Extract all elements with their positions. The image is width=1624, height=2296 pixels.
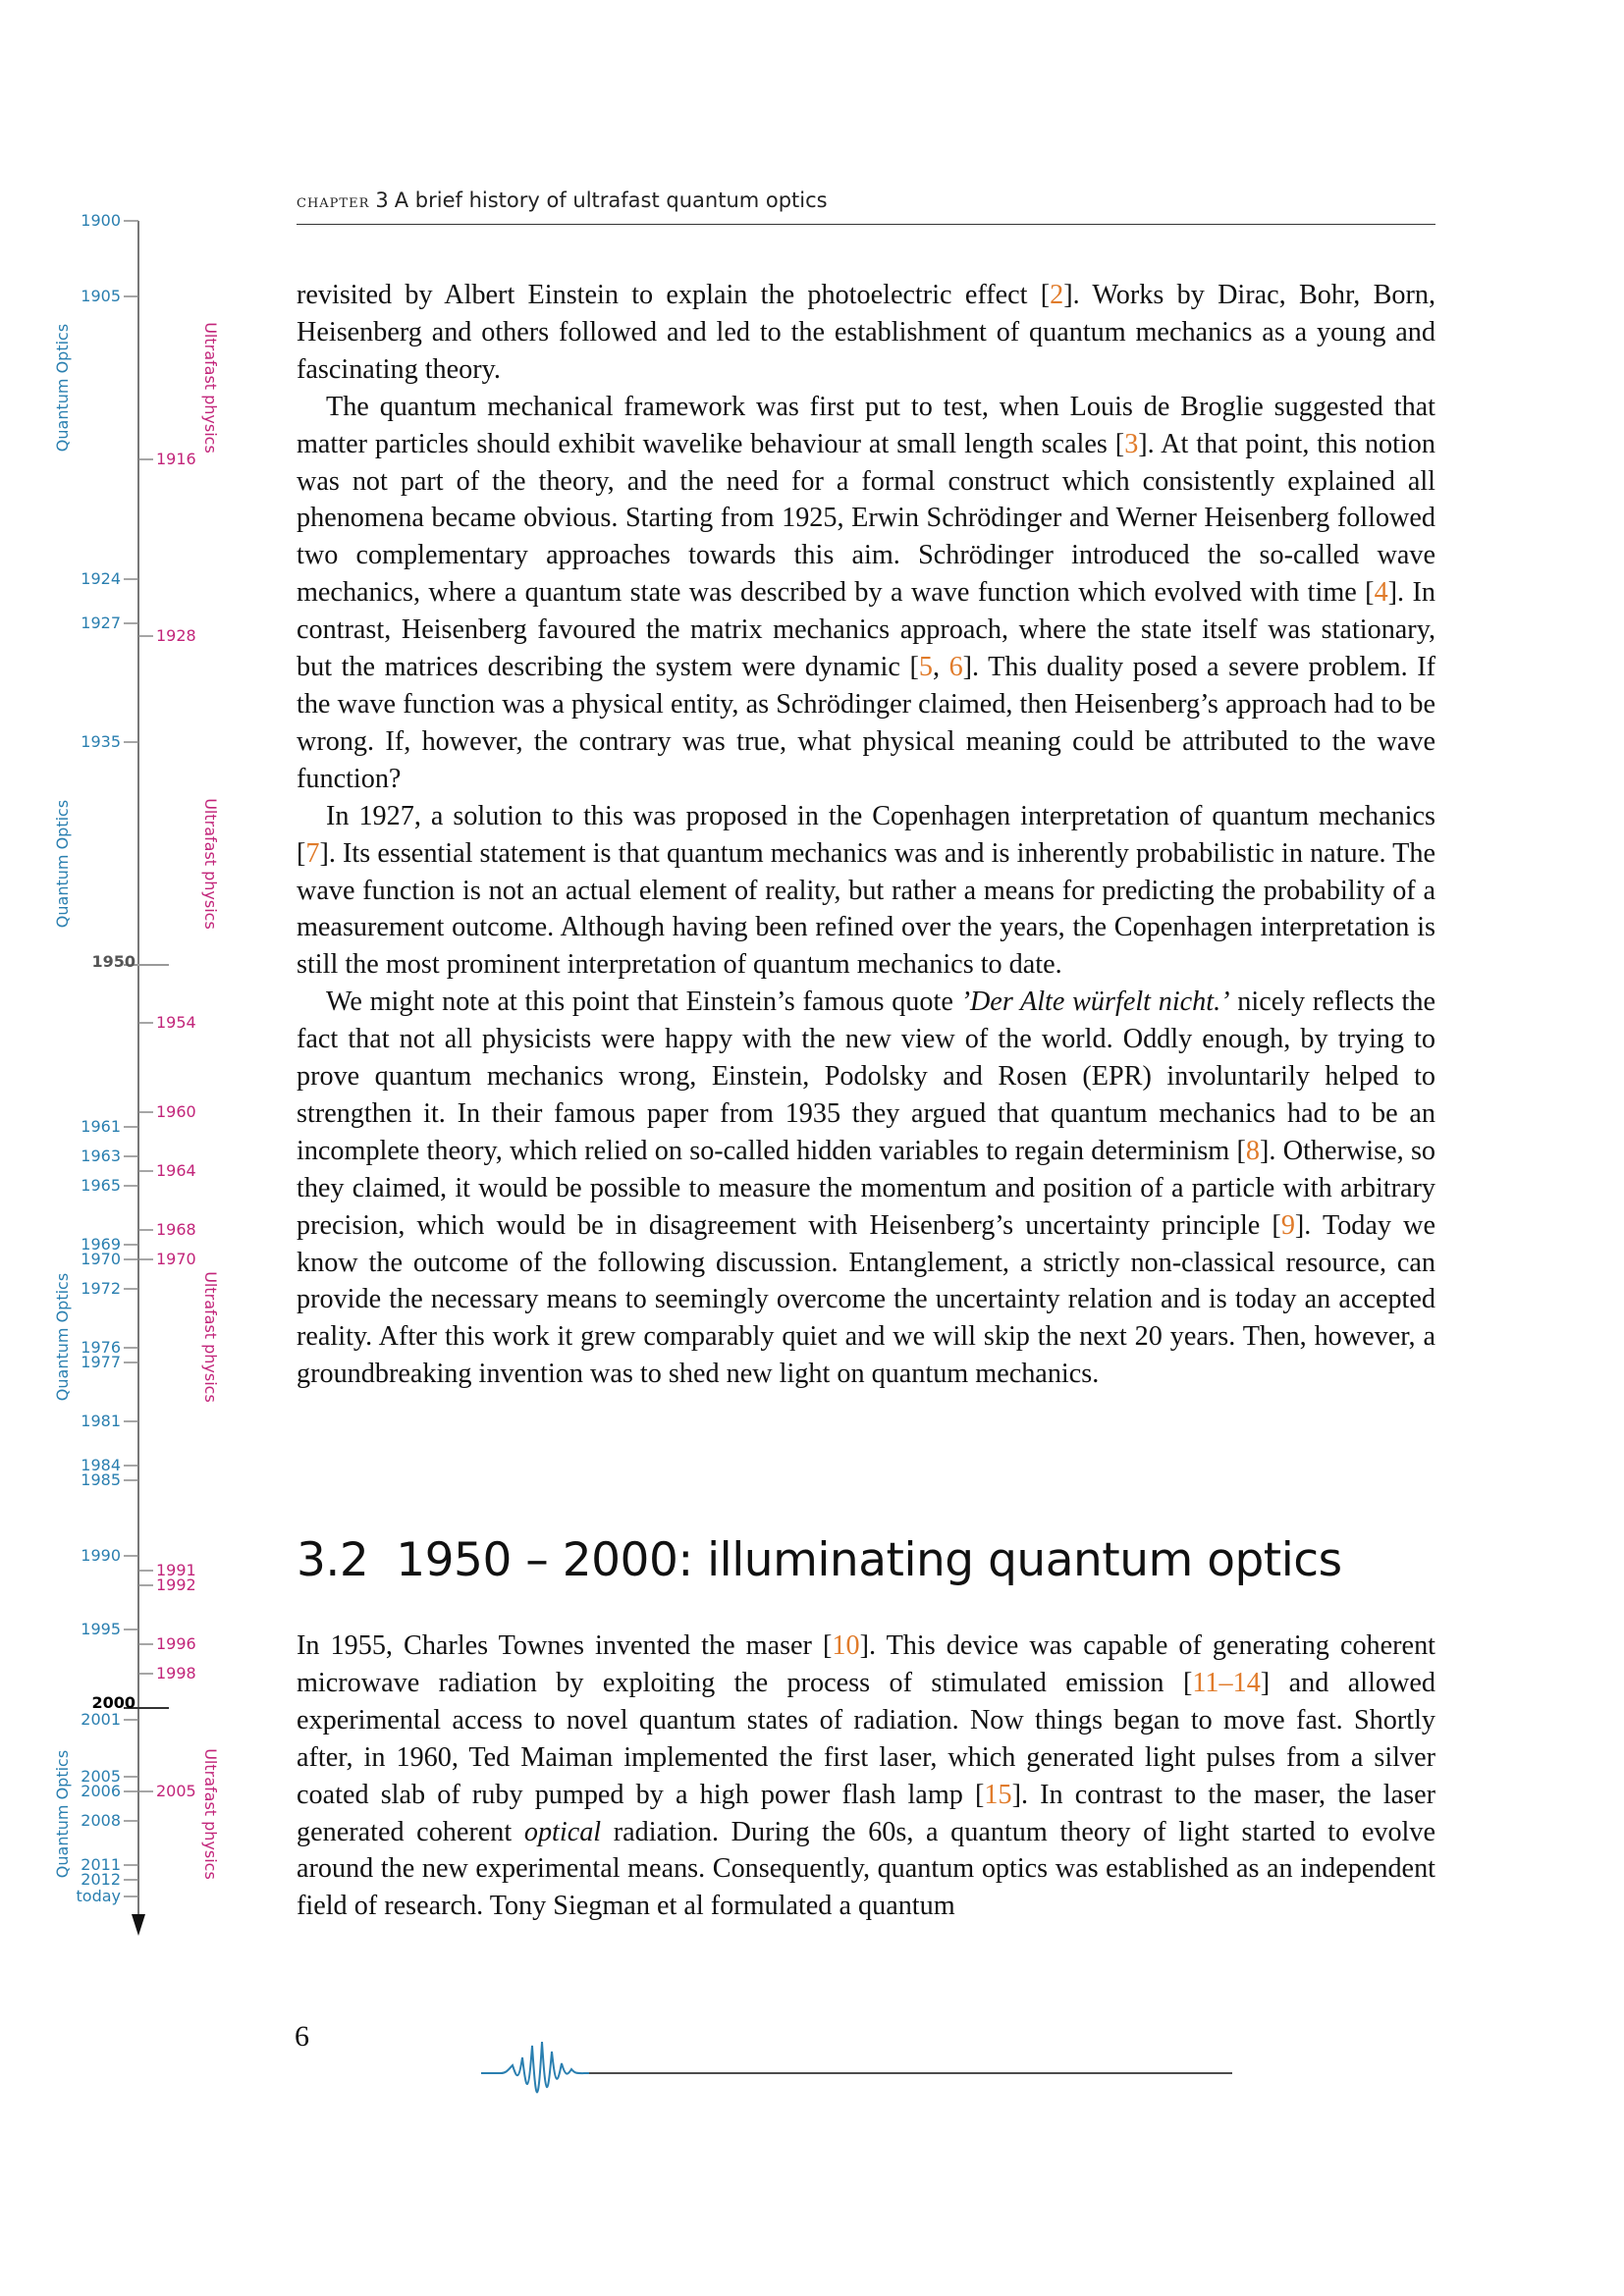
citation-link[interactable]: 3 <box>1124 428 1139 459</box>
section-number: 3.2 <box>297 1533 369 1587</box>
header-chapter-number: 3 <box>375 188 389 212</box>
body-text-top <box>297 277 1435 1393</box>
citation-link[interactable]: 5 <box>918 652 933 683</box>
citation-link[interactable]: 10 <box>832 1630 860 1661</box>
tl-year-1963: 1963 <box>81 1147 121 1165</box>
right-ticks <box>138 459 153 1791</box>
tl-year-2012: 2012 <box>81 1870 121 1889</box>
tl-year-1935: 1935 <box>81 732 121 751</box>
citation-link[interactable]: 14 <box>1232 1667 1261 1698</box>
era-label-quantum-3: Quantum Optics <box>53 1272 72 1402</box>
tl-year-today: today <box>76 1887 121 1905</box>
timeline-sidebar <box>0 0 236 1963</box>
citation-link[interactable]: 7 <box>305 837 320 869</box>
tl-uf-year-1998: 1998 <box>156 1664 196 1682</box>
running-header <box>297 188 1435 225</box>
tl-year-1970: 1970 <box>81 1250 121 1268</box>
era-label-quantum-1: Quantum Optics <box>53 323 72 453</box>
header-chapter-word: chapter <box>297 190 370 212</box>
tl-year-1900: 1900 <box>81 211 121 230</box>
citation-link[interactable]: 11 <box>1192 1667 1219 1698</box>
citation-link[interactable]: 15 <box>984 1779 1012 1810</box>
tl-year-2005: 2005 <box>81 1767 121 1786</box>
tl-uf-year-1991: 1991 <box>156 1561 196 1579</box>
timeline-arrow-icon <box>132 1914 145 1936</box>
paragraph-3: In 1927, a solution to this was proposed in the Copenhagen interpretation of quantum mechanics [7]. Its essential statement is that quantum mechanics was and is inherently probabilistic in nature. The wave function is not an actual element of reality, but rather a means for predicting the probability of a measurement outcome. Although having been refined over the years, the Copenhagen interpretation is still the most prominent interpretation of quantum mechanics to date. <box>297 800 1435 981</box>
tl-uf-year-1928: 1928 <box>156 626 196 645</box>
tl-year-2000: 2000 <box>91 1693 135 1712</box>
paragraph-2: The quantum mechanical framework was first put to test, when Louis de Broglie suggested that matter particles should exhibit wavelike behaviour at small length scales [3]. At that point, this notion was not part of the theory, and the need for a formal construct which consistently explained all phenomena became obvious. Starting from 1925, Erwin Schrödinger and Werner Heisenberg followed two complementary approaches towards this aim. Schrödinger introduced the so-called wave mechanics, where a quantum state was described by a wave function which evolved with time [4]. In contrast, Heisenberg favoured the matrix mechanics approach, where the state itself was stationary, but the matrices describing the system were dynamic [5, 6]. This duality posed a severe problem. If the wave function was a physical entity, as Schrödinger claimed, then Heisenberg’s approach had to be wrong. If, however, the contrary was true, what physical meaning could be attributed to the wave function? <box>297 391 1436 794</box>
tl-year-1927: 1927 <box>81 614 121 632</box>
citation-link[interactable]: 2 <box>1050 280 1064 310</box>
tl-year-2011: 2011 <box>81 1855 121 1874</box>
tl-year-2008: 2008 <box>81 1811 121 1830</box>
paragraph-5: In 1955, Charles Townes invented the maser [10]. This device was capable of generating coherent microwave radiation by exploiting the process of stimulated emission [11–14] and allowed experimental access to novel quantum states of radiation. Now things began to move fast. Shortly after, in 1960, Ted Maiman implemented the first laser, which generated light pulses from a silver coated slab of ruby pumped by a high power flash lamp [15]. In contrast to the maser, the laser generated coherent optical radiation. During the 60s, a quantum theory of light started to evolve around the new experimental means. Consequently, quantum optics was established as an independent field of research. Tony Siegman et al formulated a quantum <box>297 1630 1435 1922</box>
tl-year-2001: 2001 <box>81 1710 121 1729</box>
tl-uf-year-2005: 2005 <box>156 1782 196 1800</box>
tl-year-1905: 1905 <box>81 287 121 305</box>
tl-uf-year-1970: 1970 <box>156 1250 196 1268</box>
citation-link[interactable]: 9 <box>1280 1209 1295 1241</box>
era-label-ultrafast-1: Ultrafast physics <box>201 322 220 454</box>
tl-uf-year-1954: 1954 <box>156 1013 196 1032</box>
era-label-ultrafast-3: Ultrafast physics <box>201 1271 220 1403</box>
body-text-bottom <box>297 1628 1435 1925</box>
era-label-quantum-4: Quantum Optics <box>53 1749 72 1879</box>
citation-link[interactable]: 8 <box>1245 1135 1260 1166</box>
tl-year-1977: 1977 <box>81 1353 121 1371</box>
section-title: 1950 – 2000: illuminating quantum optics <box>396 1533 1342 1587</box>
tl-year-1976: 1976 <box>81 1338 121 1357</box>
tl-year-1984: 1984 <box>81 1456 121 1474</box>
tl-uf-year-1960: 1960 <box>156 1102 196 1121</box>
tl-uf-year-1964: 1964 <box>156 1161 196 1180</box>
paragraph-1: revisited by Albert Einstein to explain the photoelectric effect [2]. Works by Dirac, Bohr, Born, Heisenberg and others followed and led to the establishment of quantum mechanics as a young and fascinating theory. <box>297 280 1436 385</box>
tl-uf-year-1996: 1996 <box>156 1634 196 1653</box>
era-label-ultrafast-4: Ultrafast physics <box>201 1748 220 1880</box>
tl-uf-year-1916: 1916 <box>156 450 196 468</box>
tl-uf-year-1968: 1968 <box>156 1220 196 1239</box>
tl-year-1961: 1961 <box>81 1117 121 1136</box>
tl-year-1981: 1981 <box>81 1412 121 1430</box>
citation-link[interactable]: 4 <box>1374 577 1388 609</box>
section-heading <box>297 1533 1435 1587</box>
tl-year-1995: 1995 <box>81 1620 121 1638</box>
tl-year-1965: 1965 <box>81 1176 121 1195</box>
tl-year-2006: 2006 <box>81 1782 121 1800</box>
paragraph-4: We might note at this point that Einstein’s famous quote ’Der Alte würfelt nicht.’ nicely reflects the fact that not all physicists were happy with the new view of the world. Oddly enough, by trying to prove quantum mechanics wrong, Einstein, Podolsky and Rosen (EPR) involuntarily helped to strengthen it. In their famous paper from 1935 they argued that quantum mechanics had to be an incomplete theory, which relied on so-called hidden variables to regain determinism [8]. Otherwise, so they claimed, it would be possible to measure the momentum and position of a particle with arbitrary precision, which would be in disagreement with Heisenberg’s uncertainty principle [9]. Today we know the outcome of the following discussion. Entanglement, a strictly non-classical resource, can provide the necessary means to seemingly overcome the uncertainty relation and is today an accepted reality. After this work it grew comparably quiet and we will skip the next 20 years. Then, however, a groundbreaking invention was to shed new light on quantum mechanics. <box>297 987 1436 1390</box>
tl-year-1972: 1972 <box>81 1279 121 1298</box>
header-chapter-title: A brief history of ultrafast quantum optics <box>394 188 828 212</box>
tl-year-1924: 1924 <box>81 569 121 588</box>
tl-year-1950: 1950 <box>91 952 135 971</box>
era-label-quantum-2: Quantum Optics <box>53 799 72 929</box>
tl-uf-year-1992: 1992 <box>156 1575 196 1594</box>
tl-year-1985: 1985 <box>81 1470 121 1489</box>
tl-year-1990: 1990 <box>81 1546 121 1565</box>
tl-year-1969: 1969 <box>81 1235 121 1254</box>
footer-wave-icon <box>481 2028 1237 2116</box>
citation-link[interactable]: 6 <box>948 652 963 683</box>
era-label-ultrafast-2: Ultrafast physics <box>201 798 220 930</box>
left-ticks <box>124 221 138 1896</box>
page-number: 6 <box>295 2020 309 2053</box>
